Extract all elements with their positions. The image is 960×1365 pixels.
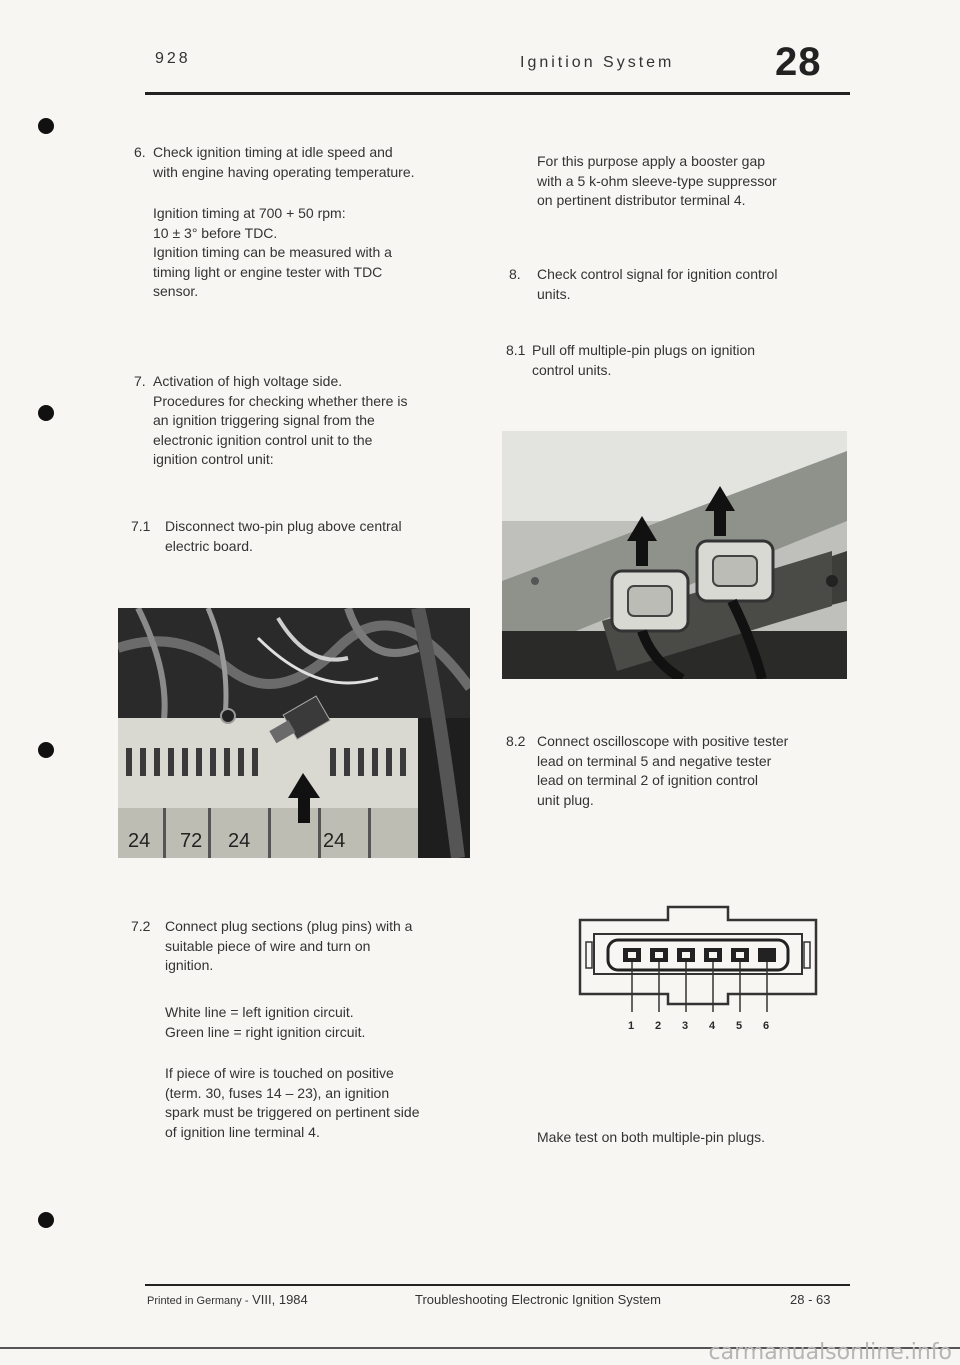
text-line: Connect plug sections (plug pins) with a <box>165 918 413 934</box>
pin-label: 4 <box>709 1020 716 1032</box>
fuse-board-label: 24 <box>323 830 346 852</box>
step-text <box>537 152 777 211</box>
text-line: Activation of high voltage side. <box>153 373 343 389</box>
header-rule <box>145 92 850 95</box>
edition: VIII, 1984 <box>252 1292 308 1307</box>
text-line: electric board. <box>165 537 253 554</box>
footer-left <box>147 1292 308 1307</box>
timing-spec <box>153 204 392 302</box>
page-number: 28 - 63 <box>790 1292 831 1307</box>
step-number: 8.1 <box>506 342 526 358</box>
text-line: ignition. <box>165 957 214 973</box>
step-text <box>153 143 415 182</box>
step-text <box>537 732 788 810</box>
text-line: on pertinent distributor terminal 4. <box>537 192 746 208</box>
text-line: spark must be triggered on pertinent side <box>165 1104 420 1120</box>
binder-hole <box>38 118 54 134</box>
wire-color-legend <box>165 1003 365 1042</box>
text-line: lead on terminal 2 of ignition control <box>537 772 759 788</box>
text-line: unit plug. <box>537 791 594 808</box>
header-model: 928 <box>155 50 191 67</box>
text-line: Ignition timing at 700 + 50 rpm: <box>153 205 346 221</box>
step-text <box>165 917 412 976</box>
text-line: timing light or engine tester with TDC <box>153 263 383 280</box>
step-number: 7.1 <box>131 518 151 534</box>
text-line: Green line = right ignition circuit. <box>165 1023 366 1040</box>
step-text <box>165 1064 419 1142</box>
header-section-title: Ignition System <box>520 54 675 71</box>
pin-label: 3 <box>682 1020 689 1032</box>
text-line: Ignition timing can be measured with a <box>153 244 392 260</box>
step-text <box>532 341 755 380</box>
text-line: For this purpose apply a booster gap <box>537 153 766 169</box>
pin-label: 1 <box>628 1020 635 1032</box>
photo-illustration <box>502 431 847 679</box>
photo-illustration <box>118 608 470 858</box>
step-number: 7.2 <box>131 918 151 934</box>
footer-rule <box>145 1284 850 1286</box>
step-number: 6. <box>134 144 146 160</box>
step-text <box>165 517 402 556</box>
text-line: Check ignition timing at idle speed and <box>153 144 393 160</box>
text-line: with a 5 k-ohm sleeve-type suppressor <box>537 172 777 189</box>
binder-hole <box>38 1212 54 1228</box>
step-text <box>537 265 777 304</box>
text-line: of ignition line terminal 4. <box>165 1123 320 1140</box>
pin-label: 5 <box>736 1020 743 1032</box>
step-number: 8. <box>509 266 521 282</box>
photo-ignition-control-units <box>502 431 847 679</box>
pin-label: 2 <box>655 1020 662 1032</box>
step-text <box>153 372 407 470</box>
text-line: with engine having operating temperature. <box>153 163 415 180</box>
text-line: suitable piece of wire and turn on <box>165 937 371 954</box>
pin-label: 6 <box>763 1020 770 1032</box>
plug-pin-diagram <box>578 902 818 1037</box>
text-line: ignition control unit: <box>153 451 274 467</box>
binder-hole <box>38 405 54 421</box>
fuse-board-label: 24 <box>128 830 151 852</box>
step-number: 8.2 <box>506 733 526 749</box>
text-line: lead on terminal 5 and negative tester <box>537 752 772 769</box>
text-line: If piece of wire is touched on positive <box>165 1065 394 1081</box>
text-line: White line = left ignition circuit. <box>165 1004 354 1020</box>
text-line: control units. <box>532 361 612 378</box>
text-line: 10 ± 3° before TDC. <box>153 224 278 241</box>
text-line: Procedures for checking whether there is <box>153 392 408 409</box>
step-number: 7. <box>134 373 146 389</box>
plug-outline <box>578 902 818 1012</box>
test-note: Make test on both multiple-pin plugs. <box>537 1129 766 1145</box>
text-line: units. <box>537 285 571 302</box>
text-line: Pull off multiple-pin plugs on ignition <box>532 342 756 358</box>
header-section-number: 28 <box>775 40 822 84</box>
fuse-board-label: 24 <box>228 830 251 852</box>
photo-central-electric-board <box>118 608 470 858</box>
text-line: electronic ignition control unit to the <box>153 431 373 448</box>
watermark: carmanualsonline.info <box>708 1340 952 1365</box>
binder-hole <box>38 742 54 758</box>
text-line: sensor. <box>153 283 199 299</box>
text-line: Disconnect two-pin plug above central <box>165 518 402 534</box>
fuse-board-label: 72 <box>180 830 203 852</box>
text-line: (term. 30, fuses 14 – 23), an ignition <box>165 1084 390 1101</box>
text-line: Check control signal for ignition control <box>537 266 778 282</box>
footer-subject: Troubleshooting Electronic Ignition System <box>415 1292 661 1307</box>
printed-in: Printed in Germany - <box>147 1295 249 1307</box>
text-line: an ignition triggering signal from the <box>153 412 375 428</box>
text-line: Connect oscilloscope with positive tester <box>537 733 789 749</box>
